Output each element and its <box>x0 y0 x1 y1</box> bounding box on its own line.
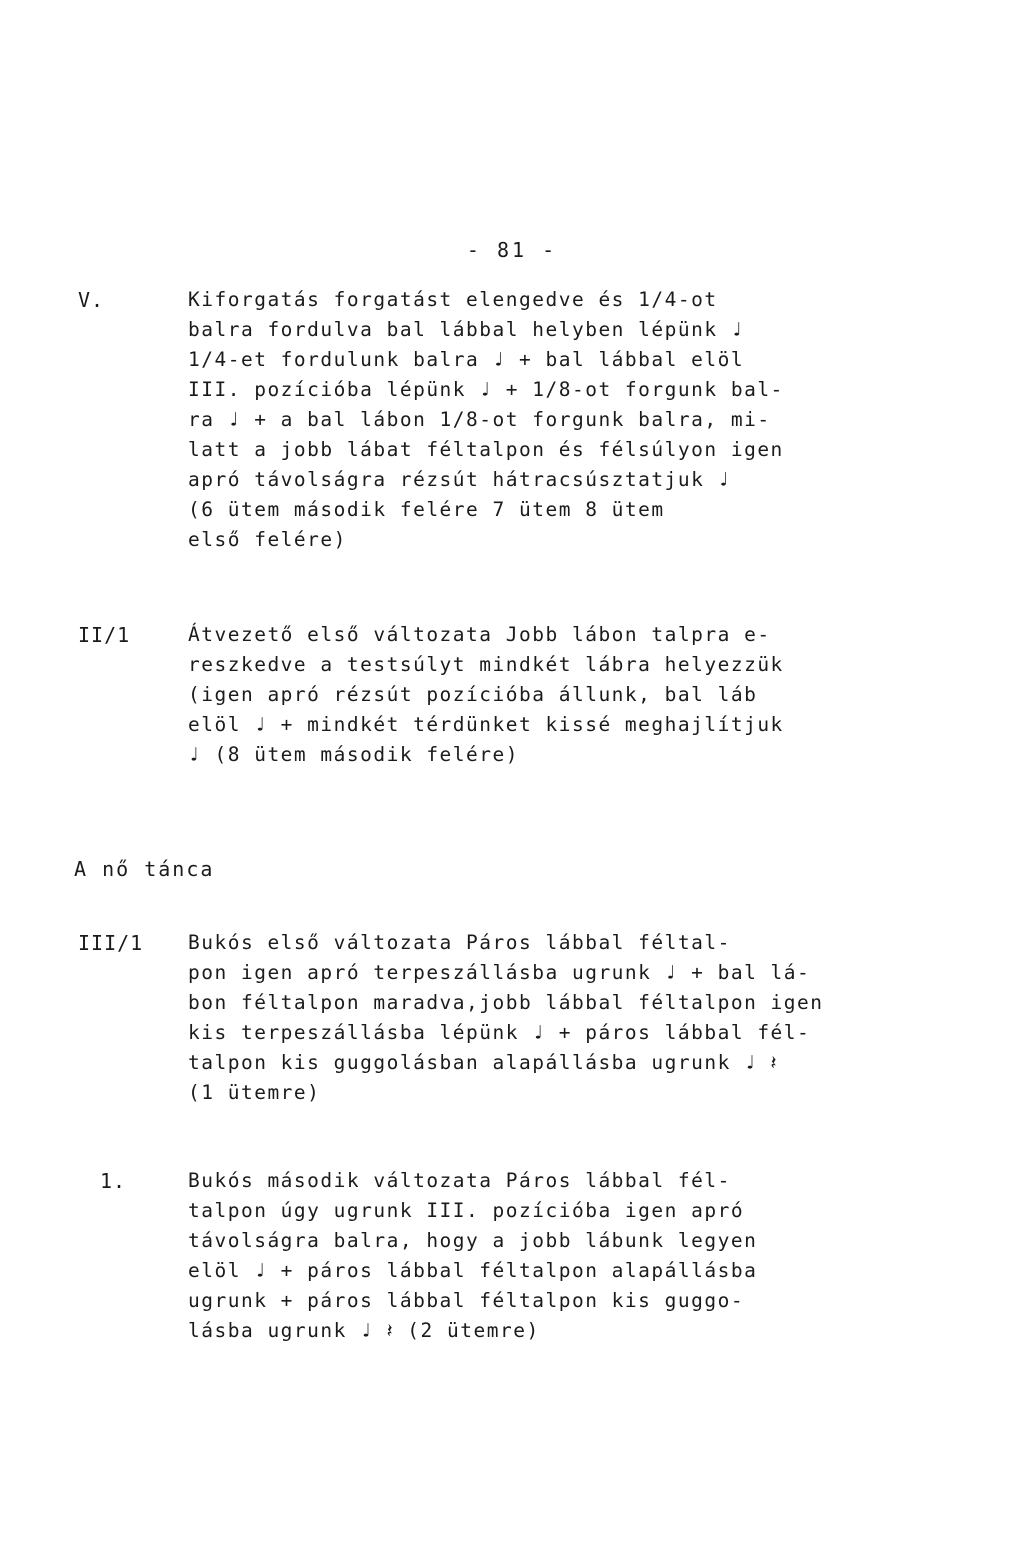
text-line: apró távolságra rézsút hátracsúsztatjuk ♩ <box>188 468 731 491</box>
text-line: talpon úgy ugrunk III. pozícióba igen apró <box>188 1199 745 1222</box>
text-line: balra fordulva bal lábbal helyben lépünk ♩ <box>188 318 745 341</box>
text-line: Átvezető első változata Jobb lábon talpra e- <box>188 623 771 646</box>
section-heading: A nő tánca <box>74 857 215 881</box>
section-label-iii-1: III/1 <box>78 931 144 955</box>
section-label-ii-1: II/1 <box>78 623 131 647</box>
text-line: első felére) <box>188 528 347 551</box>
text-line: reszkedve a testsúlyt mindkét lábra helyezzük <box>188 653 784 676</box>
text-line: 1/4-et fordulunk balra ♩ + bal lábbal elöl <box>188 348 745 371</box>
text-line: ra ♩ + a bal lábon 1/8-ot forgunk balra, mi- <box>188 408 771 431</box>
text-line: talpon kis guggolásban alapállásba ugrunk ♩ 𝄽 <box>188 1051 779 1074</box>
text-line: lásba ugrunk ♩ 𝄽 (2 ütemre) <box>188 1319 540 1342</box>
text-line: ♩ (8 ütem második felére) <box>188 743 519 766</box>
text-line: távolságra balra, hogy a jobb lábunk legyen <box>188 1229 758 1252</box>
text-line: latt a jobb lábat féltalpon és félsúlyon igen <box>188 438 784 461</box>
text-line: (1 ütemre) <box>188 1081 321 1104</box>
section-text-v <box>188 285 828 555</box>
section-text-ii-1 <box>188 620 828 770</box>
text-line: (6 ütem második felére 7 ütem 8 ütem <box>188 498 665 521</box>
text-line: ugrunk + páros lábbal féltalpon kis guggo- <box>188 1289 745 1312</box>
text-line: Kiforgatás forgatást elengedve és 1/4-ot <box>188 288 718 311</box>
text-line: elöl ♩ + mindkét térdünket kissé meghajlítjuk <box>188 713 784 736</box>
text-line: kis terpeszállásba lépünk ♩ + páros lábbal fél- <box>188 1021 811 1044</box>
section-text-iii-1 <box>188 928 828 1108</box>
section-label-v: V. <box>78 288 105 312</box>
text-line: III. pozícióba lépünk ♩ + 1/8-ot forgunk bal- <box>188 378 784 401</box>
text-line: elöl ♩ + páros lábbal féltalpon alapállásba <box>188 1259 758 1282</box>
text-line: (igen apró rézsút pozícióba állunk, bal láb <box>188 683 758 706</box>
text-line: Bukós első változata Páros lábbal féltal- <box>188 931 731 954</box>
text-line: pon igen apró terpeszállásba ugrunk ♩ + bal lá- <box>188 961 811 984</box>
text-line: Bukós második változata Páros lábbal fél- <box>188 1169 731 1192</box>
text-line: bon féltalpon maradva,jobb lábbal féltalpon igen <box>188 991 824 1014</box>
section-text-1 <box>188 1166 828 1346</box>
section-label-1: 1. <box>100 1169 127 1193</box>
page-number: - 81 - <box>466 238 558 262</box>
